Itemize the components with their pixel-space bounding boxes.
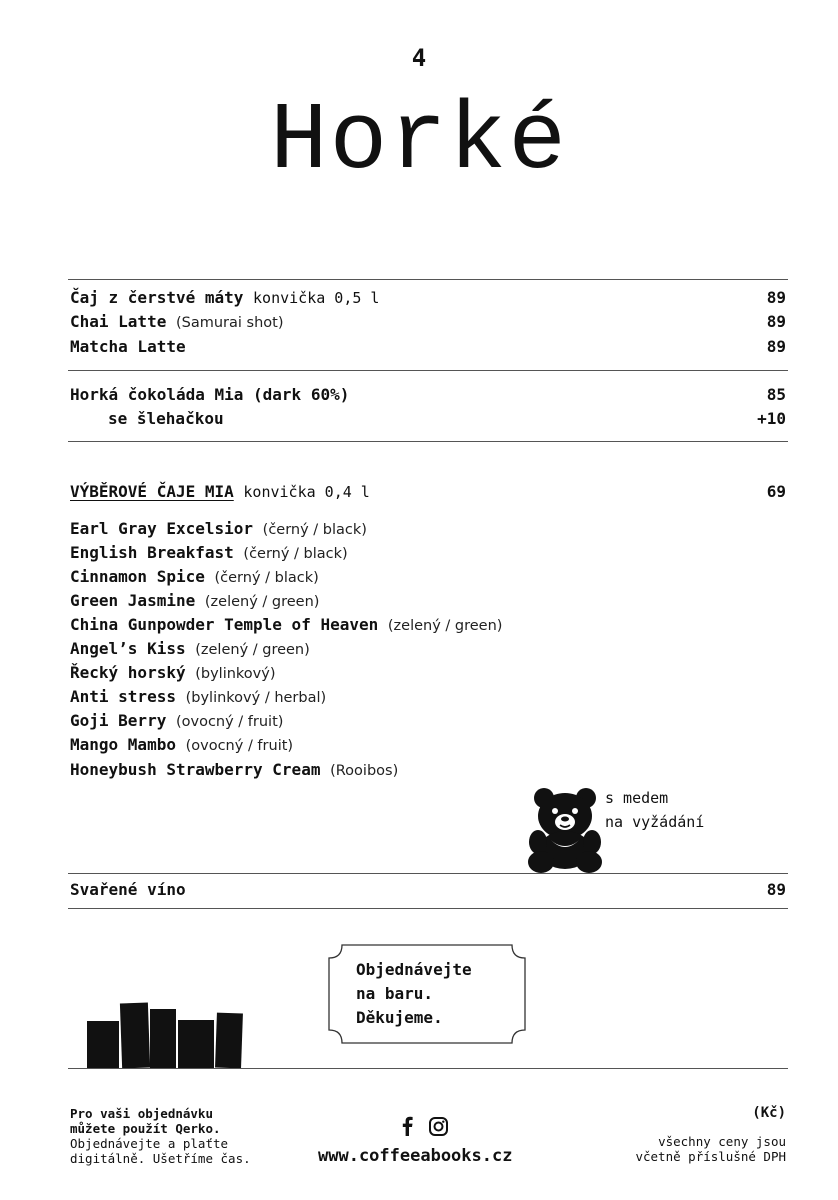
footer-line: včetně příslušné DPH xyxy=(635,1149,786,1164)
divider xyxy=(68,370,788,371)
honey-note-line: s medem xyxy=(605,789,669,807)
tea-type: (černý / black) xyxy=(243,546,348,562)
tea-name: Anti stress xyxy=(70,687,176,706)
divider xyxy=(68,873,788,874)
tea-name: Angel’s Kiss xyxy=(70,639,186,658)
tea-name: Řecký horský xyxy=(70,663,186,682)
footer-line: Objednávejte a plaťte xyxy=(70,1136,229,1151)
item-price: 85 xyxy=(766,385,786,404)
footer-line: digitálně. Ušetříme čas. xyxy=(70,1151,251,1166)
tea-type: (zelený / green) xyxy=(387,618,503,634)
tea-item xyxy=(70,685,786,709)
footer-line: Pro vaši objednávku xyxy=(70,1106,213,1121)
item-note: konvička 0,5 l xyxy=(253,289,380,307)
menu-addon xyxy=(70,407,786,431)
tea-type: (černý / black) xyxy=(214,570,319,586)
website-link[interactable]: www.coffeeabooks.cz xyxy=(318,1146,513,1166)
tea-type: (Rooibos) xyxy=(330,763,399,779)
item-name: Svařené víno xyxy=(70,880,186,899)
item-name: Čaj z čerstvé máty xyxy=(70,288,244,307)
tea-type: (ovocný / fruit) xyxy=(175,714,284,730)
item-name: Matcha Latte xyxy=(70,337,186,356)
page-number: 4 xyxy=(411,44,427,72)
tea-item xyxy=(70,733,786,757)
tea-name: Cinnamon Spice xyxy=(70,567,205,586)
tea-name: China Gunpowder Temple of Heaven xyxy=(70,615,379,634)
tea-section-header xyxy=(70,480,786,504)
tea-name: Honeybush Strawberry Cream xyxy=(70,760,321,779)
social-links xyxy=(398,1114,450,1142)
currency-label: (Kč) xyxy=(752,1105,786,1121)
tea-heading: VÝBĚROVÉ ČAJE MIA xyxy=(70,482,234,501)
tea-item xyxy=(70,709,786,733)
tea-type: (zelený / green) xyxy=(204,594,320,610)
page-title: Horké xyxy=(269,87,569,196)
footer-line: všechny ceny jsou xyxy=(658,1134,786,1149)
tea-type: (bylinkový / herbal) xyxy=(185,690,327,706)
item-price: 89 xyxy=(766,312,786,331)
tea-item xyxy=(70,589,786,613)
footer-qerko-note xyxy=(70,1106,251,1166)
tea-item xyxy=(70,661,786,685)
addon-name: se šlehačkou xyxy=(108,409,224,428)
tea-name: Mango Mambo xyxy=(70,735,176,754)
books-icon xyxy=(84,1000,246,1070)
teddy-bear-icon xyxy=(526,786,606,874)
tea-name: Earl Gray Excelsior xyxy=(70,519,254,538)
tea-item xyxy=(70,541,786,565)
order-note-line: na baru. xyxy=(356,984,434,1003)
tea-item xyxy=(70,517,786,541)
divider xyxy=(68,908,788,909)
divider xyxy=(68,1068,788,1069)
honey-note xyxy=(605,786,704,834)
tea-item xyxy=(70,565,786,589)
instagram-icon[interactable] xyxy=(430,1118,447,1135)
facebook-icon[interactable] xyxy=(403,1117,413,1136)
tea-type: (zelený / green) xyxy=(195,642,310,658)
tea-item xyxy=(70,613,786,637)
order-note-line: Objednávejte xyxy=(356,960,472,979)
menu-item xyxy=(70,335,786,359)
item-name: Chai Latte xyxy=(70,312,167,331)
menu-item xyxy=(70,286,786,310)
item-note: (Samurai shot) xyxy=(175,315,284,331)
tea-item xyxy=(70,758,786,782)
tea-type: (bylinkový) xyxy=(195,666,276,682)
honey-note-line: na vyžádání xyxy=(605,813,705,831)
menu-item xyxy=(70,383,786,407)
tea-name: Goji Berry xyxy=(70,711,167,730)
footer-price-note xyxy=(635,1106,786,1164)
order-note-line: Děkujeme. xyxy=(356,1008,443,1027)
item-name: Horká čokoláda Mia (dark 60%) xyxy=(70,385,350,404)
divider xyxy=(68,279,788,280)
divider xyxy=(68,441,788,442)
tea-type: (ovocný / fruit) xyxy=(185,738,294,754)
tea-name: English Breakfast xyxy=(70,543,234,562)
footer-line: můžete použít Qerko. xyxy=(70,1121,221,1136)
tea-note: konvička 0,4 l xyxy=(243,483,370,501)
item-price: 89 xyxy=(766,337,786,356)
addon-price: +10 xyxy=(757,409,786,428)
order-note xyxy=(356,958,472,1030)
tea-type: (černý / black) xyxy=(262,522,367,538)
menu-item xyxy=(70,310,786,334)
item-price: 89 xyxy=(766,880,786,899)
item-price: 89 xyxy=(766,288,786,307)
tea-price: 69 xyxy=(766,482,786,501)
tea-name: Green Jasmine xyxy=(70,591,196,610)
menu-item xyxy=(70,878,786,902)
tea-item xyxy=(70,637,786,661)
